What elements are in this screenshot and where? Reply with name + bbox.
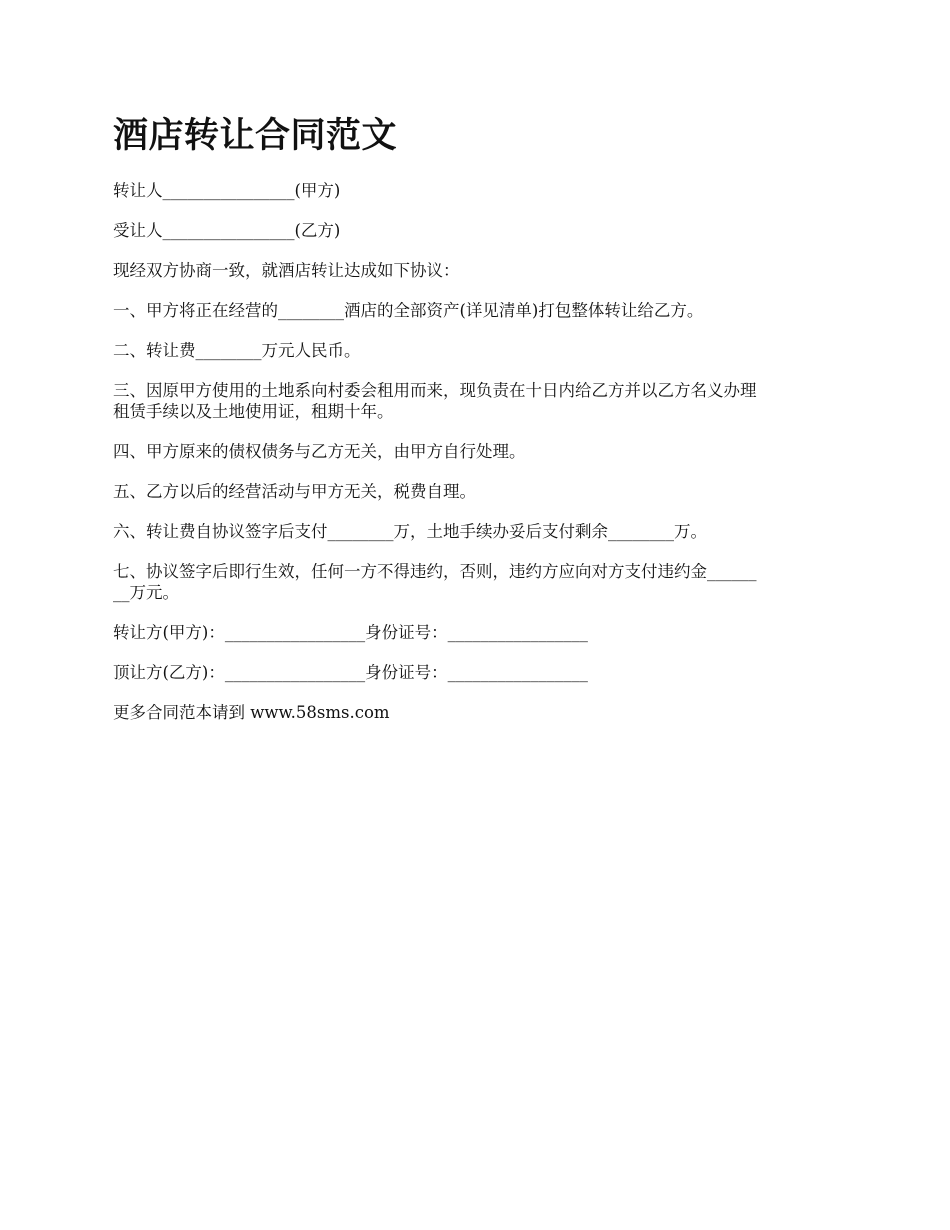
transferor-line: 转让人________________(甲方) <box>113 181 341 200</box>
transferee-line: 受让人________________(乙方) <box>113 221 341 240</box>
clause-5: 五、乙方以后的经营活动与甲方无关，税费自理。 <box>113 482 476 501</box>
transferee-signature-line: 顶让方(乙方)：_________________身份证号：_________________ <box>113 663 588 682</box>
agreement-intro: 现经双方协商一致，就酒店转让达成如下协议： <box>113 261 460 280</box>
clause-2: 二、转让费________万元人民币。 <box>113 341 361 360</box>
footer-note: 更多合同范本请到 www.58sms.com <box>113 703 390 722</box>
clause-1: 一、甲方将正在经营的________酒店的全部资产(详见清单)打包整体转让给乙方。 <box>113 301 704 320</box>
clause-7: 七、协议签字后即行生效，任何一方不得违约，否则，违约方应向对方支付违约金______ __万元。 <box>113 562 757 602</box>
transferor-signature-line: 转让方(甲方)：_________________身份证号：_________________ <box>113 623 588 642</box>
clause-6: 六、转让费自协议签字后支付________万，土地手续办妥后支付剩余________万。 <box>113 522 707 541</box>
clause-4: 四、甲方原来的债权债务与乙方无关，由甲方自行处理。 <box>113 442 526 461</box>
clause-3: 三、因原甲方使用的土地系向村委会租用而来，现负责在十日内给乙方并以乙方名义办理 租赁手续以及土地使用证，租期十年。 <box>113 381 757 421</box>
document-body <box>113 180 843 742</box>
document-title: 酒店转让合同范文 <box>113 115 398 156</box>
